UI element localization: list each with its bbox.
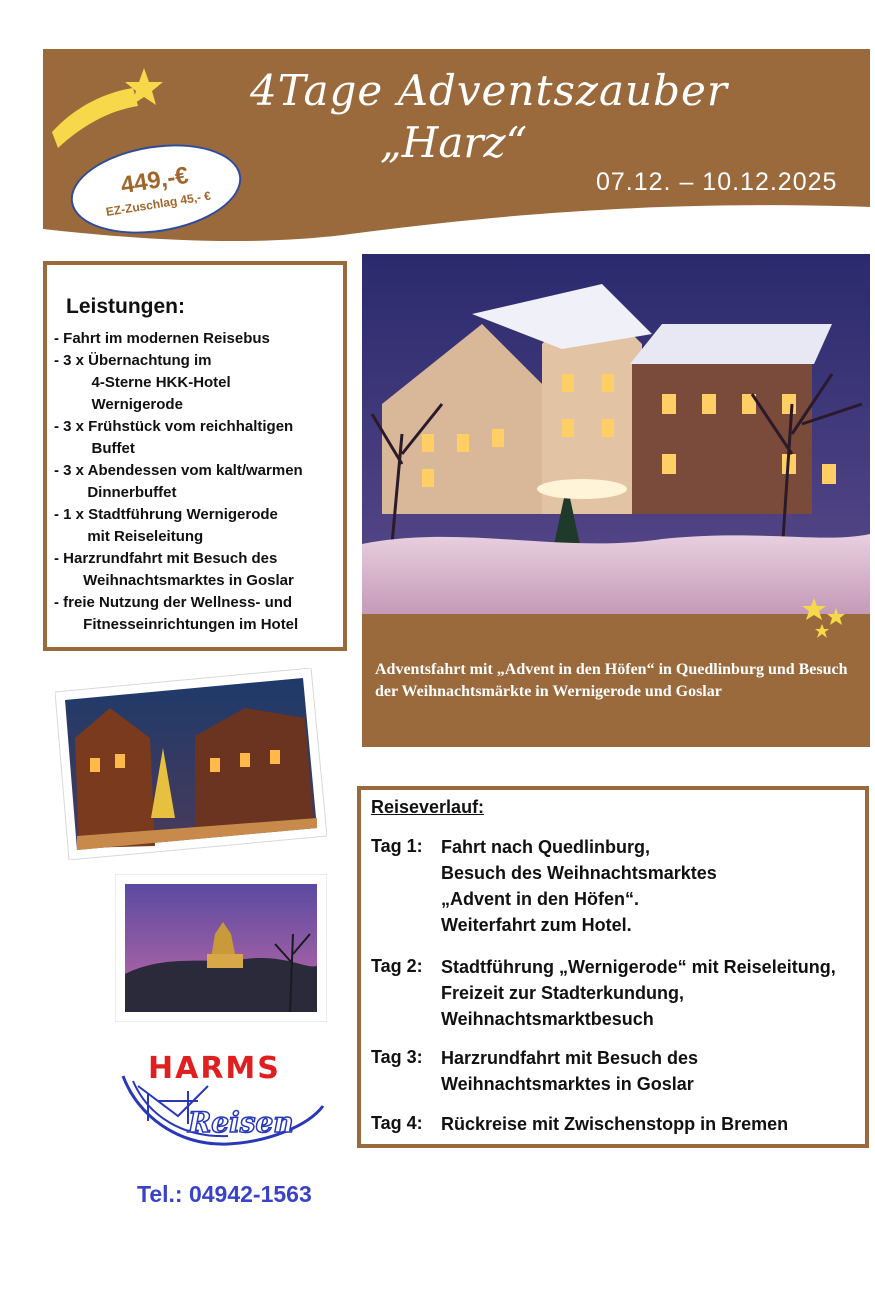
list-item: - Harzrundfahrt mit Besuch des <box>54 550 278 567</box>
day-description: Harzrundfahrt mit Besuch des Weihnachtsmarktes in Goslar <box>441 1048 699 1094</box>
day-description: Rückreise mit Zwischenstopp in Bremen <box>441 1114 789 1134</box>
list-item: Dinnerbuffet <box>54 484 177 501</box>
list-item: mit Reiseleitung <box>54 528 204 545</box>
day-description: Stadtführung „Wernigerode“ mit Reiseleitung, Freizeit zur Stadterkundung, Weihnachtsmarktbesuch <box>441 957 836 1029</box>
logo-brand: HARMS <box>148 1051 281 1086</box>
day-label: Tag 1: <box>371 836 423 856</box>
price: 449,-€ <box>118 161 191 200</box>
day-label: Tag 3: <box>371 1047 423 1067</box>
list-item: Weihnachtsmarktes in Goslar <box>54 572 294 589</box>
list-item: - 3 x Übernachtung im <box>54 352 212 369</box>
single-supplement: EZ-Zuschlag 45,- € <box>104 188 212 220</box>
day-label: Tag 2: <box>371 956 423 976</box>
hotel-photo <box>362 254 870 614</box>
logo-subtitle: Reisen <box>188 1106 294 1139</box>
shooting-star-icon <box>48 64 163 149</box>
hotel-caption-text: Adventsfahrt mit „Advent in den Höfen“ in Quedlinburg und Besuch der Weihnachtsmärkte in Wernigerode und Goslar <box>375 661 848 700</box>
christmas-market-photo <box>55 668 327 860</box>
list-item: Wernigerode <box>54 396 183 413</box>
itinerary-title: Reiseverlauf: <box>371 797 485 817</box>
harms-reisen-logo <box>118 1046 328 1150</box>
list-item: - 3 x Frühstück vom reichhaltigen <box>54 418 294 435</box>
castle-photo <box>115 874 327 1022</box>
stars-icon <box>800 596 850 642</box>
services-title: Leistungen: <box>66 295 185 318</box>
day-label: Tag 4: <box>371 1113 423 1133</box>
list-item: - Fahrt im modernen Reisebus <box>54 330 270 347</box>
services-list <box>54 328 339 636</box>
list-item: 4-Sterne HKK-Hotel <box>54 374 231 391</box>
phone-number[interactable]: Tel.: 04942-1563 <box>137 1181 312 1207</box>
trip-dates: 07.12. – 10.12.2025 <box>596 168 838 196</box>
list-item: - 3 x Abendessen vom kalt/warmen <box>54 462 303 479</box>
list-item: Fitnesseinrichtungen im Hotel <box>54 616 299 633</box>
day-description: Fahrt nach Quedlinburg, Besuch des Weihnachtsmarktes „Advent in den Höfen“. Weiterfahrt zum Hotel. <box>441 837 717 935</box>
list-item: - freie Nutzung der Wellness- und <box>54 594 293 611</box>
list-item: - 1 x Stadtführung Wernigerode <box>54 506 278 523</box>
trip-title-line2: „Harz“ <box>380 118 528 167</box>
trip-title-line1: 4Tage Adventszauber <box>250 66 728 115</box>
list-item: Buffet <box>54 440 135 457</box>
